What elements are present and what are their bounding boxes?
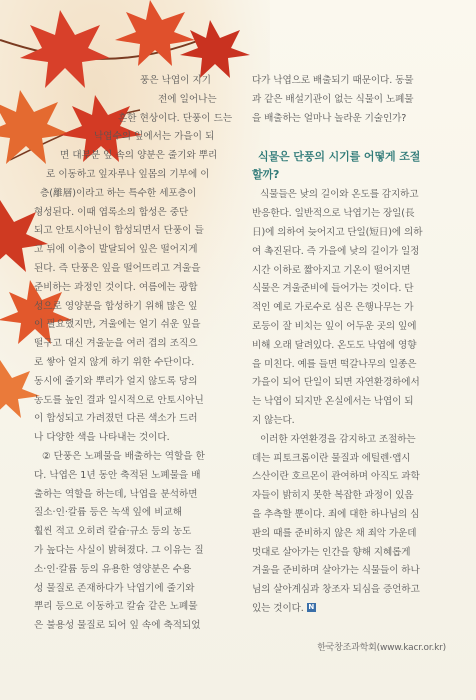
text-line: 겨울을 준비하며 살아가는 식물들이 하나	[252, 565, 420, 577]
text-line: 여 촉진된다. 즉 가을에 낮의 길이가 일정	[252, 245, 420, 257]
text-line: 낙엽수의 잎에서는 가을이 되	[94, 131, 215, 143]
text-line: 형성된다. 이때 엽록소의 합성은 중단	[34, 206, 189, 218]
text-line: 은 불용성 물질로 되어 잎 속에 축적되었	[34, 620, 201, 632]
text-line: 동시에 줄기와 뿌리가 얼지 않도록 당의	[34, 375, 198, 387]
text-line: 가 높다는 사실이 밝혀졌다. 그 이유는 질	[34, 544, 204, 556]
text-line: 적인 예로 가로수로 심은 은행나무는 가	[252, 302, 414, 314]
text-line: 고 뒤에 이층이 발달되어 잎은 떨어지게	[34, 244, 198, 256]
heading-line: 식물은 단풍의 시기를 어떻게 조절	[258, 150, 421, 164]
text-line: 나 다양한 색을 나타내는 것이다.	[34, 432, 170, 444]
text-line: 떨구고 대신 겨울눈을 여러 겹의 조직으	[34, 338, 198, 350]
text-line: ② 단풍은 노폐물을 배출하는 역할을 한	[42, 450, 205, 462]
text-line: 다가 낙엽으로 배출되기 때문이다. 동물	[252, 75, 414, 86]
text-line: 과 같은 배설기관이 없는 식물이 노폐물	[252, 93, 414, 105]
text-line: 을 추측할 뿐이다. 죄에 대한 하나님의 심	[252, 508, 420, 520]
text-line: 이 합성되고 가려졌던 다른 색소가 드러	[34, 413, 198, 425]
text-line: 농도를 높인 결과 일시적으로 안토시아닌	[34, 394, 204, 406]
left-column	[34, 72, 234, 636]
text-line: 가을이 되어 단일이 되면 자연환경하에서	[252, 377, 420, 389]
text-line: 질소·인·칼륨 등은 녹색 잎에 비교해	[34, 507, 183, 519]
text-line: 데는 피토크롬이란 물질과 에틸렌·앱시	[252, 452, 411, 464]
end-mark-icon: N	[308, 603, 315, 612]
text-line: 면 대부분 잎 속의 양분은 줄기와 뿌리	[60, 150, 218, 162]
text-line: 로 이동하고 잎자루나 잎몸의 기부에 이	[46, 168, 210, 180]
text-line: 풍은 낙엽이 지기	[140, 75, 211, 86]
text-line: 출하는 역할을 하는데, 낙엽을 분석하면	[34, 488, 198, 500]
text-line: 반응한다. 일반적으로 낙엽기는 장일(長	[252, 208, 415, 220]
text-line: 로 쌓아 얼지 않게 하기 위한 수단이다.	[34, 356, 195, 368]
text-line: 전에 일어나는	[158, 93, 217, 105]
text-line: 스산이란 호르몬이 관여하며 아직도 과학	[252, 471, 420, 483]
right-column	[252, 72, 446, 619]
text-line: 이러한 자연환경을 감지하고 조절하는	[260, 433, 416, 445]
source-credit: 한국창조과학회(www.kacr.or.kr)	[317, 643, 446, 653]
text-line: 이 필요했지만, 겨울에는 얼기 쉬운 잎을	[34, 319, 201, 331]
text-line: 뿌리 등으로 이동하고 칼슘 같은 노폐물	[34, 601, 198, 613]
text-line: 멋대로 살아가는 인간을 향해 지혜롭게	[252, 546, 411, 558]
text-line: 준비하는 과정인 것이다. 여름에는 광합	[34, 281, 198, 293]
text-line: 되고 안토시아닌이 합성되면서 단풍이 들	[34, 225, 204, 237]
text-line: 다. 낙엽은 1년 동안 축적된 노폐물을 배	[34, 469, 201, 481]
heading-line: 할까?	[252, 168, 280, 182]
text-line: 로등이 잘 비치는 잎이 어두운 곳의 잎에	[252, 320, 417, 332]
text-line: 식물들은 낮의 길이와 온도를 감지하고	[260, 189, 419, 201]
text-line: 자들이 밝히지 못한 복잡한 과정이 있음	[252, 490, 414, 502]
text-line: 층(離層)이라고 하는 특수한 세포층이	[40, 187, 197, 199]
text-line: 을 배출하는 얼마나 놀라운 기술인가?	[252, 112, 407, 124]
text-line: 시간 이하로 짧아지고 기온이 떨어지면	[252, 264, 411, 276]
text-line: 지 않는다.	[252, 414, 295, 426]
text-line: 을 미친다. 예를 들면 떡갈나무의 일종은	[252, 358, 417, 370]
text-line: 판의 때를 준비하지 않은 채 죄악 가운데	[252, 527, 417, 539]
text-line: 소·인·칼륨 등의 유용한 영양분은 수용	[34, 563, 192, 575]
text-line: 흔한 현상이다. 단풍이 드는	[118, 112, 233, 124]
text-line-final	[252, 600, 446, 619]
text-line: 된다. 즉 단풍은 잎을 떨어뜨리고 겨울을	[34, 262, 201, 274]
text-line: 는 낙엽이 되지만 온실에서는 낙엽이 되	[252, 396, 414, 408]
text-line: 님의 살아계심과 창조자 되심을 증언하고	[252, 584, 420, 596]
text-line: 성으로 영양분을 합성하기 위해 많은 잎	[34, 300, 198, 312]
text-line: 비해 오래 달려있다. 온도도 낙엽에 영향	[252, 339, 417, 351]
text-line: 日)에 의하여 늦어지고 단일(短日)에 의하	[252, 226, 423, 238]
text-line: 식물은 겨울준비에 들어가는 것이다. 단	[252, 283, 414, 295]
text-line: 성 물질로 존재하다가 낙엽기에 줄기와	[34, 582, 195, 594]
final-sentence: 있는 것이다.	[252, 602, 304, 614]
section-heading	[252, 148, 446, 184]
text-line: 훨씬 적고 오히려 칼슘·규소 등의 농도	[34, 526, 192, 538]
